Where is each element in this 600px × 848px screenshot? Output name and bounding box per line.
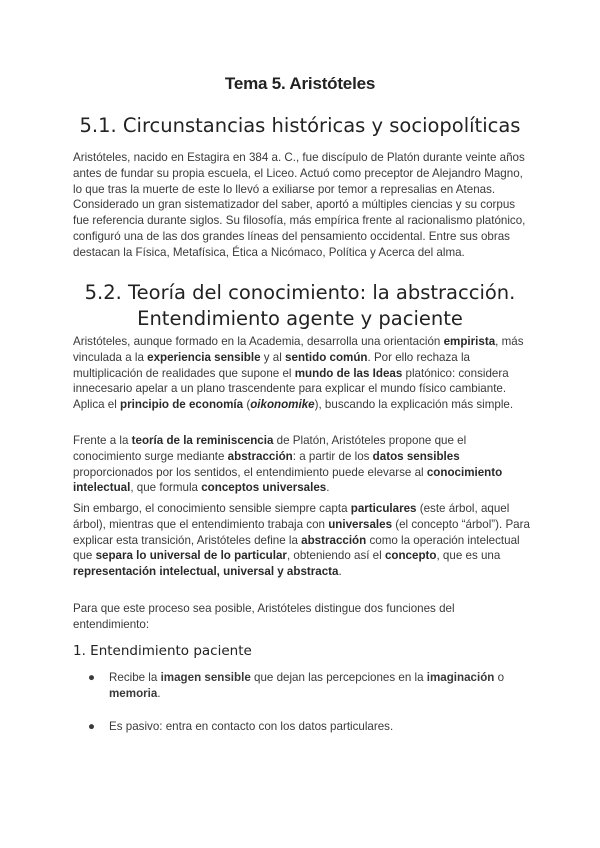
- bold-term: empirista: [443, 335, 496, 348]
- bold-term: representación intelectual, universal y abstracta: [73, 565, 339, 579]
- list-item: [73, 670, 533, 702]
- bold-term: teoría de la reminiscencia: [131, 434, 274, 447]
- text-run: , más vinculada a la: [73, 335, 524, 364]
- bold-term: universales: [328, 517, 393, 531]
- bold-term: imaginación: [426, 671, 495, 684]
- text-run: , que formula: [130, 481, 202, 495]
- text-run: Sin embargo, el conocimiento sensible siempre capta: [73, 502, 351, 515]
- text-run: Frente a la: [73, 434, 132, 447]
- section-2-heading-line-1: 5.2. Teoría del conocimiento: la abstracción.: [84, 281, 516, 304]
- bold-term: particulares: [350, 502, 417, 515]
- text-run: platónico: considera innecesario apelar a un plano trascendente para explicar el mundo físico cambiante. Aplica el: [73, 366, 509, 412]
- bold-term: conceptos universales: [201, 481, 327, 495]
- bold-term: experiencia sensible: [147, 350, 261, 364]
- text-run: y al: [260, 350, 286, 364]
- section-1-heading: 5.1. Circunstancias históricas y sociopolíticas: [79, 114, 521, 137]
- text-run: (este árbol, aquel árbol), mientras que el entendimiento trabaja con: [73, 502, 510, 531]
- bold-term: conocimiento intelectual: [73, 465, 503, 495]
- text-run: como la operación intelectual que: [73, 533, 520, 563]
- text-run: ), buscando la explicación más simple.: [314, 398, 514, 412]
- text-run: .: [157, 686, 161, 700]
- bold-term: separa lo universal de lo particular: [95, 549, 287, 563]
- text-run: o: [494, 671, 505, 684]
- text-run: Aristóteles, aunque formado en la Academia, desarrolla una orientación: [73, 335, 444, 348]
- bullet-icon: ●: [88, 671, 96, 684]
- text-run: , obteniendo así el: [286, 549, 385, 563]
- section-2-paragraph-3: [73, 501, 533, 580]
- text-run: Es pasivo: entra en contacto con los datos particulares.: [109, 719, 394, 733]
- text-run: .: [326, 481, 330, 495]
- section-2-heading-line-2: Entendimiento agente y paciente: [137, 307, 463, 330]
- text-run: proporcionados por los sentidos, el entendimiento puede elevarse al: [73, 465, 427, 479]
- bold-term: imagen sensible: [160, 671, 251, 684]
- text-run: (: [243, 398, 251, 412]
- section-2-paragraph-1: [73, 334, 533, 413]
- bold-term: abstracción: [301, 533, 367, 547]
- bullet-list: [73, 670, 533, 734]
- text-run: de Platón, Aristóteles propone que el conocimiento surge mediante: [73, 434, 467, 463]
- text-run: .: [338, 565, 342, 579]
- section-1-paragraph: Aristóteles, nacido en Estagira en 384 a. C., fue discípulo de Platón durante veinte años antes de fundar su propia escuela, el Liceo. Actuó como preceptor de Alejandro Magno, lo que tras la muerte de este lo llevó a exiliarse por temor a represalias en Atenas. Considerado un gran sistematizador del saber, aportó a múltiples ciencias y su corpus fue referencia durante siglos. Su filosofía, más empírica frente al racionalismo platónico, configuró una de las dos grandes líneas del pensamiento occidental. Entre sus obras destacan la Física, Metafísica, Ética a Nicómaco, Política y Acerca del alma.: [73, 151, 526, 259]
- list-item: [73, 719, 533, 735]
- text-run: (el concepto “árbol”). Para explicar esta transición, Aristóteles define la: [73, 517, 530, 547]
- section-2-heading: [0, 280, 600, 332]
- document-title: Tema 5. Aristóteles: [224, 74, 376, 93]
- bold-term: mundo de las Ideas: [294, 366, 403, 380]
- text-run: que dejan las percepciones en la: [250, 671, 427, 684]
- bold-term: concepto: [384, 549, 437, 563]
- subsection-heading: 1. Entendimiento paciente: [73, 643, 252, 659]
- bullet-icon: ●: [88, 719, 96, 733]
- bold-term: memoria: [109, 686, 158, 700]
- text-run: : a partir de los: [292, 449, 373, 463]
- bold-term: sentido común: [285, 350, 368, 364]
- text-run: , que es una: [436, 549, 501, 563]
- bold-term: abstracción: [227, 449, 293, 463]
- section-2-paragraph-4: Para que este proceso sea posible, Aristóteles distingue dos funciones del entendimiento:: [73, 602, 455, 631]
- text-run: . Por ello rechaza la multiplicación de realidades que supone el: [73, 350, 470, 380]
- bold-term: principio de economía: [120, 398, 244, 412]
- section-2-paragraph-2: [73, 433, 533, 496]
- italic-term: oikonomike: [250, 398, 315, 412]
- bold-term: datos sensibles: [372, 449, 460, 463]
- text-run: Recibe la: [109, 671, 161, 684]
